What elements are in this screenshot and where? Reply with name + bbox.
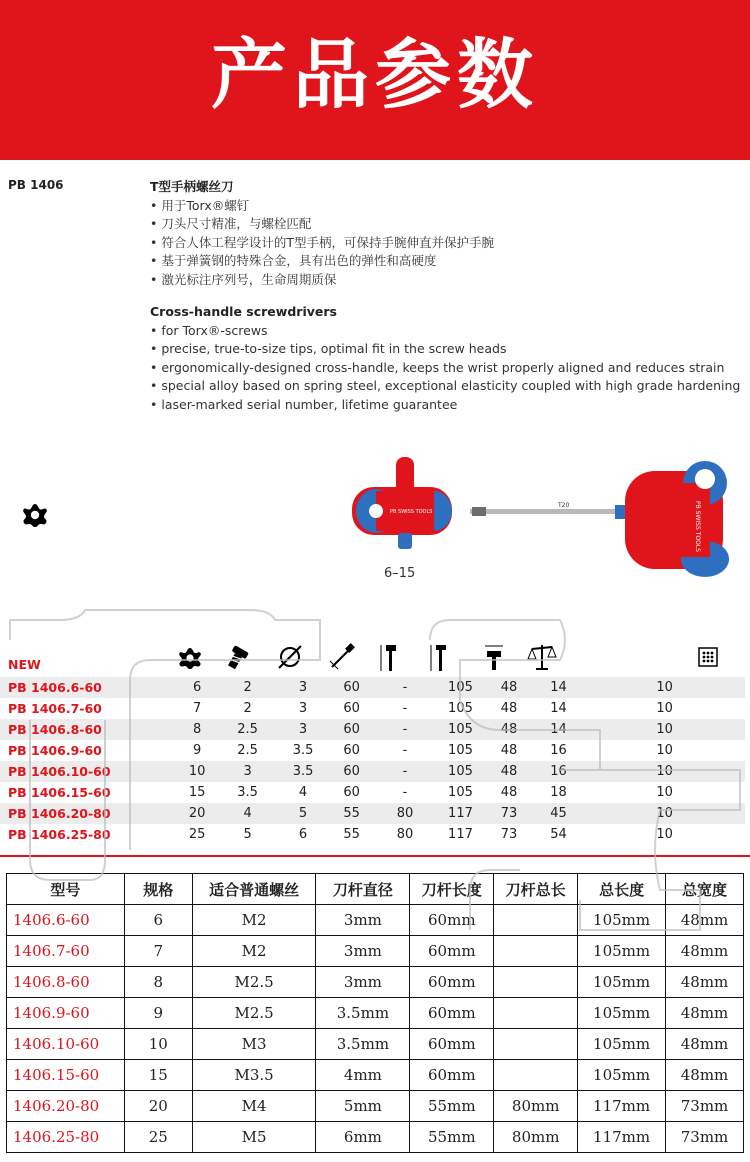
cn-model: 1406.25-80 bbox=[7, 1122, 125, 1153]
spec-cell: 6 bbox=[176, 677, 218, 698]
spec-row bbox=[0, 719, 745, 740]
cn-feature: • 激光标注序列号，生命周期质保 bbox=[150, 271, 745, 290]
spec-cell: 105 bbox=[436, 677, 486, 698]
cn-model: 1406.10-60 bbox=[7, 1029, 125, 1060]
cn-cell: 4mm bbox=[316, 1060, 410, 1091]
spec-cell: 4 bbox=[218, 803, 277, 824]
cn-cell: M3 bbox=[192, 1029, 316, 1060]
en-feature-list bbox=[150, 322, 745, 415]
cn-cell: 60mm bbox=[410, 967, 494, 998]
cn-header-cell: 刀杆总长 bbox=[494, 874, 578, 905]
spec-model: PB 1406.7-60 bbox=[8, 701, 102, 716]
cn-cell: 60mm bbox=[410, 1060, 494, 1091]
spec-cell: 4 bbox=[298, 785, 308, 800]
en-feature: • for Torx®-screws bbox=[150, 322, 745, 341]
spec-cell: - bbox=[402, 743, 408, 758]
spec-row bbox=[0, 740, 745, 761]
cn-cell bbox=[494, 967, 578, 998]
spec-cell: 54 bbox=[550, 827, 567, 842]
spec-cell: 25 bbox=[188, 827, 206, 842]
cn-cell: 25 bbox=[124, 1122, 192, 1153]
cn-header-cell: 总长度 bbox=[578, 874, 666, 905]
spec-cell: 48 bbox=[485, 677, 533, 698]
spec-cell: 105 bbox=[448, 701, 473, 716]
spec-cell: 105 bbox=[448, 785, 473, 800]
cn-model: 1406.8-60 bbox=[7, 967, 125, 998]
screw-icon bbox=[225, 645, 249, 671]
cn-cell: 10 bbox=[124, 1029, 192, 1060]
cn-cell: 55mm bbox=[410, 1091, 494, 1122]
spec-cell: 80 bbox=[374, 803, 435, 824]
cn-cell: 105mm bbox=[578, 936, 666, 967]
cn-cell: 48mm bbox=[666, 967, 744, 998]
total-length-icon bbox=[431, 645, 446, 671]
spec-cell: 2.5 bbox=[218, 719, 277, 740]
spec-cell: 14 bbox=[550, 701, 567, 716]
spec-cell: 9 bbox=[192, 743, 202, 758]
cn-feature: • 基于弹簧钢的特殊合金，具有出色的弹性和高硬度 bbox=[150, 252, 745, 271]
spec-model: PB 1406.25-80 bbox=[8, 827, 111, 842]
spec-cell: 105 bbox=[436, 719, 486, 740]
spec-model: PB 1406.20-80 bbox=[0, 803, 176, 824]
en-title: Cross-handle screwdrivers bbox=[150, 304, 337, 319]
spec-cell: 16 bbox=[533, 761, 584, 782]
spec-cell: 73 bbox=[485, 803, 533, 824]
spec-cell: 14 bbox=[533, 677, 584, 698]
cn-table-row bbox=[7, 1122, 744, 1153]
spec-cell: 18 bbox=[550, 785, 567, 800]
cn-cell: 105mm bbox=[578, 998, 666, 1029]
spec-icon-row bbox=[0, 640, 750, 674]
cn-cell: 6 bbox=[124, 905, 192, 936]
cn-cell: 105mm bbox=[578, 967, 666, 998]
cn-cell: 60mm bbox=[410, 998, 494, 1029]
spec-row bbox=[0, 761, 745, 782]
spec-cell: 60 bbox=[343, 785, 360, 800]
en-feature: • special alloy based on spring steel, exceptional elasticity coupled with high grade hardening bbox=[150, 377, 745, 396]
spec-row bbox=[0, 803, 745, 824]
cn-cell: 6mm bbox=[316, 1122, 410, 1153]
spec-cell: 10 bbox=[656, 827, 673, 842]
spec-cell: - bbox=[374, 719, 435, 740]
cn-header-cell: 刀杆直径 bbox=[316, 874, 410, 905]
section-divider bbox=[0, 855, 750, 857]
header-banner bbox=[0, 0, 750, 160]
en-feature: • ergonomically-designed cross-handle, keeps the wrist properly aligned and reduces strain bbox=[150, 359, 745, 378]
cn-cell bbox=[494, 1029, 578, 1060]
small-driver bbox=[352, 457, 452, 549]
spec-cell: - bbox=[402, 785, 408, 800]
weight-icon bbox=[528, 645, 556, 669]
spec-model: PB 1406.9-60 bbox=[8, 743, 102, 758]
cn-cell: 73mm bbox=[666, 1122, 744, 1153]
blade-length-icon bbox=[330, 643, 355, 669]
cn-cell: M5 bbox=[192, 1122, 316, 1153]
cn-cell: 105mm bbox=[578, 1029, 666, 1060]
cn-cell bbox=[494, 998, 578, 1029]
cn-cell: M2 bbox=[192, 905, 316, 936]
spec-cell: 73 bbox=[500, 827, 518, 842]
spec-row bbox=[0, 677, 745, 698]
cn-cell: 80mm bbox=[494, 1122, 578, 1153]
spec-cell: 55 bbox=[329, 803, 375, 824]
cn-cell: 15 bbox=[124, 1060, 192, 1091]
torx-icon bbox=[179, 648, 201, 669]
spec-table bbox=[0, 677, 745, 845]
spec-cell: 3 bbox=[277, 719, 329, 740]
cn-header-cell: 刀杆长度 bbox=[410, 874, 494, 905]
spec-cell: 3 bbox=[298, 701, 308, 716]
cn-header-cell: 适合普通螺丝 bbox=[192, 874, 316, 905]
cn-feature: • 用于Torx®螺钉 bbox=[150, 197, 745, 216]
shaft-length-icon bbox=[381, 645, 396, 671]
cn-feature-list bbox=[150, 197, 745, 290]
cn-cell bbox=[494, 1060, 578, 1091]
small-handle-label: PB SWISS TOOLS bbox=[390, 509, 433, 515]
spec-cell: 10 bbox=[656, 743, 673, 758]
cn-model: 1406.7-60 bbox=[7, 936, 125, 967]
spec-cell: - bbox=[374, 677, 435, 698]
spec-cell: 48 bbox=[500, 701, 518, 716]
spec-model: PB 1406.8-60 bbox=[0, 719, 176, 740]
cn-table-row bbox=[7, 1091, 744, 1122]
cn-cell: 117mm bbox=[578, 1122, 666, 1153]
spec-cell: 6 bbox=[298, 827, 308, 842]
spec-cell: 7 bbox=[192, 701, 202, 716]
cn-cell: 3.5mm bbox=[316, 1029, 410, 1060]
spec-cell: 105 bbox=[448, 743, 473, 758]
spec-cell: 16 bbox=[550, 743, 567, 758]
cn-table-row bbox=[7, 1029, 744, 1060]
spec-cell: 2 bbox=[243, 701, 252, 716]
spec-model: PB 1406.10-60 bbox=[0, 761, 176, 782]
cn-feature: • 刀头尺寸精准，与螺栓匹配 bbox=[150, 215, 745, 234]
spec-cell: 3.5 bbox=[237, 785, 258, 800]
cn-cell: 60mm bbox=[410, 1029, 494, 1060]
spec-cell: 80 bbox=[396, 827, 414, 842]
cn-cell bbox=[494, 905, 578, 936]
spec-model: PB 1406.6-60 bbox=[0, 677, 176, 698]
spec-cell: 45 bbox=[533, 803, 584, 824]
cn-cell: 3mm bbox=[316, 967, 410, 998]
cn-cell: M2.5 bbox=[192, 967, 316, 998]
cn-table-row bbox=[7, 936, 744, 967]
spec-cell: 8 bbox=[176, 719, 218, 740]
spec-cell: 10 bbox=[656, 701, 673, 716]
spec-cell: 60 bbox=[329, 677, 375, 698]
cn-cell: 9 bbox=[124, 998, 192, 1029]
spec-cell: 48 bbox=[500, 743, 518, 758]
cn-table-row bbox=[7, 998, 744, 1029]
spec-cell: 60 bbox=[343, 743, 360, 758]
spec-cell: 10 bbox=[584, 761, 745, 782]
spec-cell: 48 bbox=[485, 761, 533, 782]
pack-quantity-icon bbox=[699, 648, 717, 666]
cn-cell: 3mm bbox=[316, 905, 410, 936]
spec-cell: 5 bbox=[243, 827, 252, 842]
spec-cell: 48 bbox=[485, 719, 533, 740]
cn-table-header bbox=[7, 874, 744, 905]
blade-label: T20 bbox=[558, 502, 570, 509]
spec-cell: 105 bbox=[436, 761, 486, 782]
spec-cell: 10 bbox=[584, 719, 745, 740]
cn-model: 1406.20-80 bbox=[7, 1091, 125, 1122]
cn-model: 1406.9-60 bbox=[7, 998, 125, 1029]
spec-cell: 15 bbox=[188, 785, 206, 800]
cn-spec-table bbox=[6, 873, 744, 1153]
handle-label: PB SWISS TOOLS bbox=[694, 501, 701, 552]
cn-cell: 55mm bbox=[410, 1122, 494, 1153]
width-icon bbox=[485, 646, 503, 670]
spec-cell: 55 bbox=[343, 827, 360, 842]
cn-table-row bbox=[7, 905, 744, 936]
model-code: PB 1406 bbox=[8, 178, 64, 192]
cn-header-cell: 型号 bbox=[7, 874, 125, 905]
spec-cell: 2.5 bbox=[237, 743, 258, 758]
spec-row bbox=[0, 698, 745, 719]
cn-model: 1406.6-60 bbox=[7, 905, 125, 936]
cn-cell: 60mm bbox=[410, 936, 494, 967]
cn-cell: 3.5mm bbox=[316, 998, 410, 1029]
spec-cell: 3.5 bbox=[277, 761, 329, 782]
cn-table-row bbox=[7, 1060, 744, 1091]
cn-cell: M3.5 bbox=[192, 1060, 316, 1091]
banner-title: 产品参数 bbox=[211, 30, 539, 119]
spec-cell: 2 bbox=[218, 677, 277, 698]
cn-cell: 48mm bbox=[666, 936, 744, 967]
cn-cell: 48mm bbox=[666, 1029, 744, 1060]
cn-feature: • 符合人体工程学设计的T型手柄，可保持手腕伸直并保护手腕 bbox=[150, 234, 745, 253]
spec-cell: 14 bbox=[533, 719, 584, 740]
spec-cell: 117 bbox=[436, 803, 486, 824]
spec-cell: 117 bbox=[448, 827, 473, 842]
cn-cell: 73mm bbox=[666, 1091, 744, 1122]
cn-cell: M4 bbox=[192, 1091, 316, 1122]
spec-cell: 3 bbox=[277, 677, 329, 698]
spec-cell: - bbox=[374, 761, 435, 782]
cn-cell: 105mm bbox=[578, 1060, 666, 1091]
spec-cell: 10 bbox=[584, 677, 745, 698]
cn-cell: 48mm bbox=[666, 998, 744, 1029]
product-description bbox=[150, 178, 745, 428]
size-range: 6–15 bbox=[384, 566, 416, 581]
spec-cell: 60 bbox=[343, 701, 360, 716]
cn-header-cell: 规格 bbox=[124, 874, 192, 905]
cn-cell: 80mm bbox=[494, 1091, 578, 1122]
cn-cell: 48mm bbox=[666, 1060, 744, 1091]
cn-cell: 105mm bbox=[578, 905, 666, 936]
cn-cell: 48mm bbox=[666, 905, 744, 936]
cn-table-row bbox=[7, 967, 744, 998]
torx-icon bbox=[22, 502, 48, 528]
cn-cell: 5mm bbox=[316, 1091, 410, 1122]
spec-cell: 3 bbox=[218, 761, 277, 782]
cn-cell: 3mm bbox=[316, 936, 410, 967]
spec-cell: 10 bbox=[176, 761, 218, 782]
cn-cell: 7 bbox=[124, 936, 192, 967]
diameter-icon bbox=[279, 646, 301, 668]
spec-cell: 10 bbox=[584, 803, 745, 824]
cn-cell: 60mm bbox=[410, 905, 494, 936]
cn-cell: M2 bbox=[192, 936, 316, 967]
en-feature: • laser-marked serial number, lifetime guarantee bbox=[150, 396, 745, 415]
spec-cell: 60 bbox=[329, 761, 375, 782]
cn-cell: 20 bbox=[124, 1091, 192, 1122]
new-label: NEW bbox=[8, 657, 41, 672]
spec-cell: 10 bbox=[656, 785, 673, 800]
spec-cell: - bbox=[402, 701, 408, 716]
spec-model: PB 1406.15-60 bbox=[8, 785, 111, 800]
cn-cell bbox=[494, 936, 578, 967]
cn-cell: 117mm bbox=[578, 1091, 666, 1122]
large-driver bbox=[470, 461, 729, 577]
spec-cell: 20 bbox=[176, 803, 218, 824]
cn-cell: 8 bbox=[124, 967, 192, 998]
spec-cell: 48 bbox=[500, 785, 518, 800]
spec-row bbox=[0, 782, 745, 803]
en-feature: • precise, true-to-size tips, optimal fit in the screw heads bbox=[150, 340, 745, 359]
cn-header-cell: 总宽度 bbox=[666, 874, 744, 905]
spec-row bbox=[0, 824, 745, 845]
cn-title: T型手柄螺丝刀 bbox=[150, 179, 234, 194]
spec-cell: 3.5 bbox=[292, 743, 314, 758]
cn-cell: M2.5 bbox=[192, 998, 316, 1029]
cn-model: 1406.15-60 bbox=[7, 1060, 125, 1091]
spec-cell: 60 bbox=[329, 719, 375, 740]
spec-cell: 5 bbox=[277, 803, 329, 824]
